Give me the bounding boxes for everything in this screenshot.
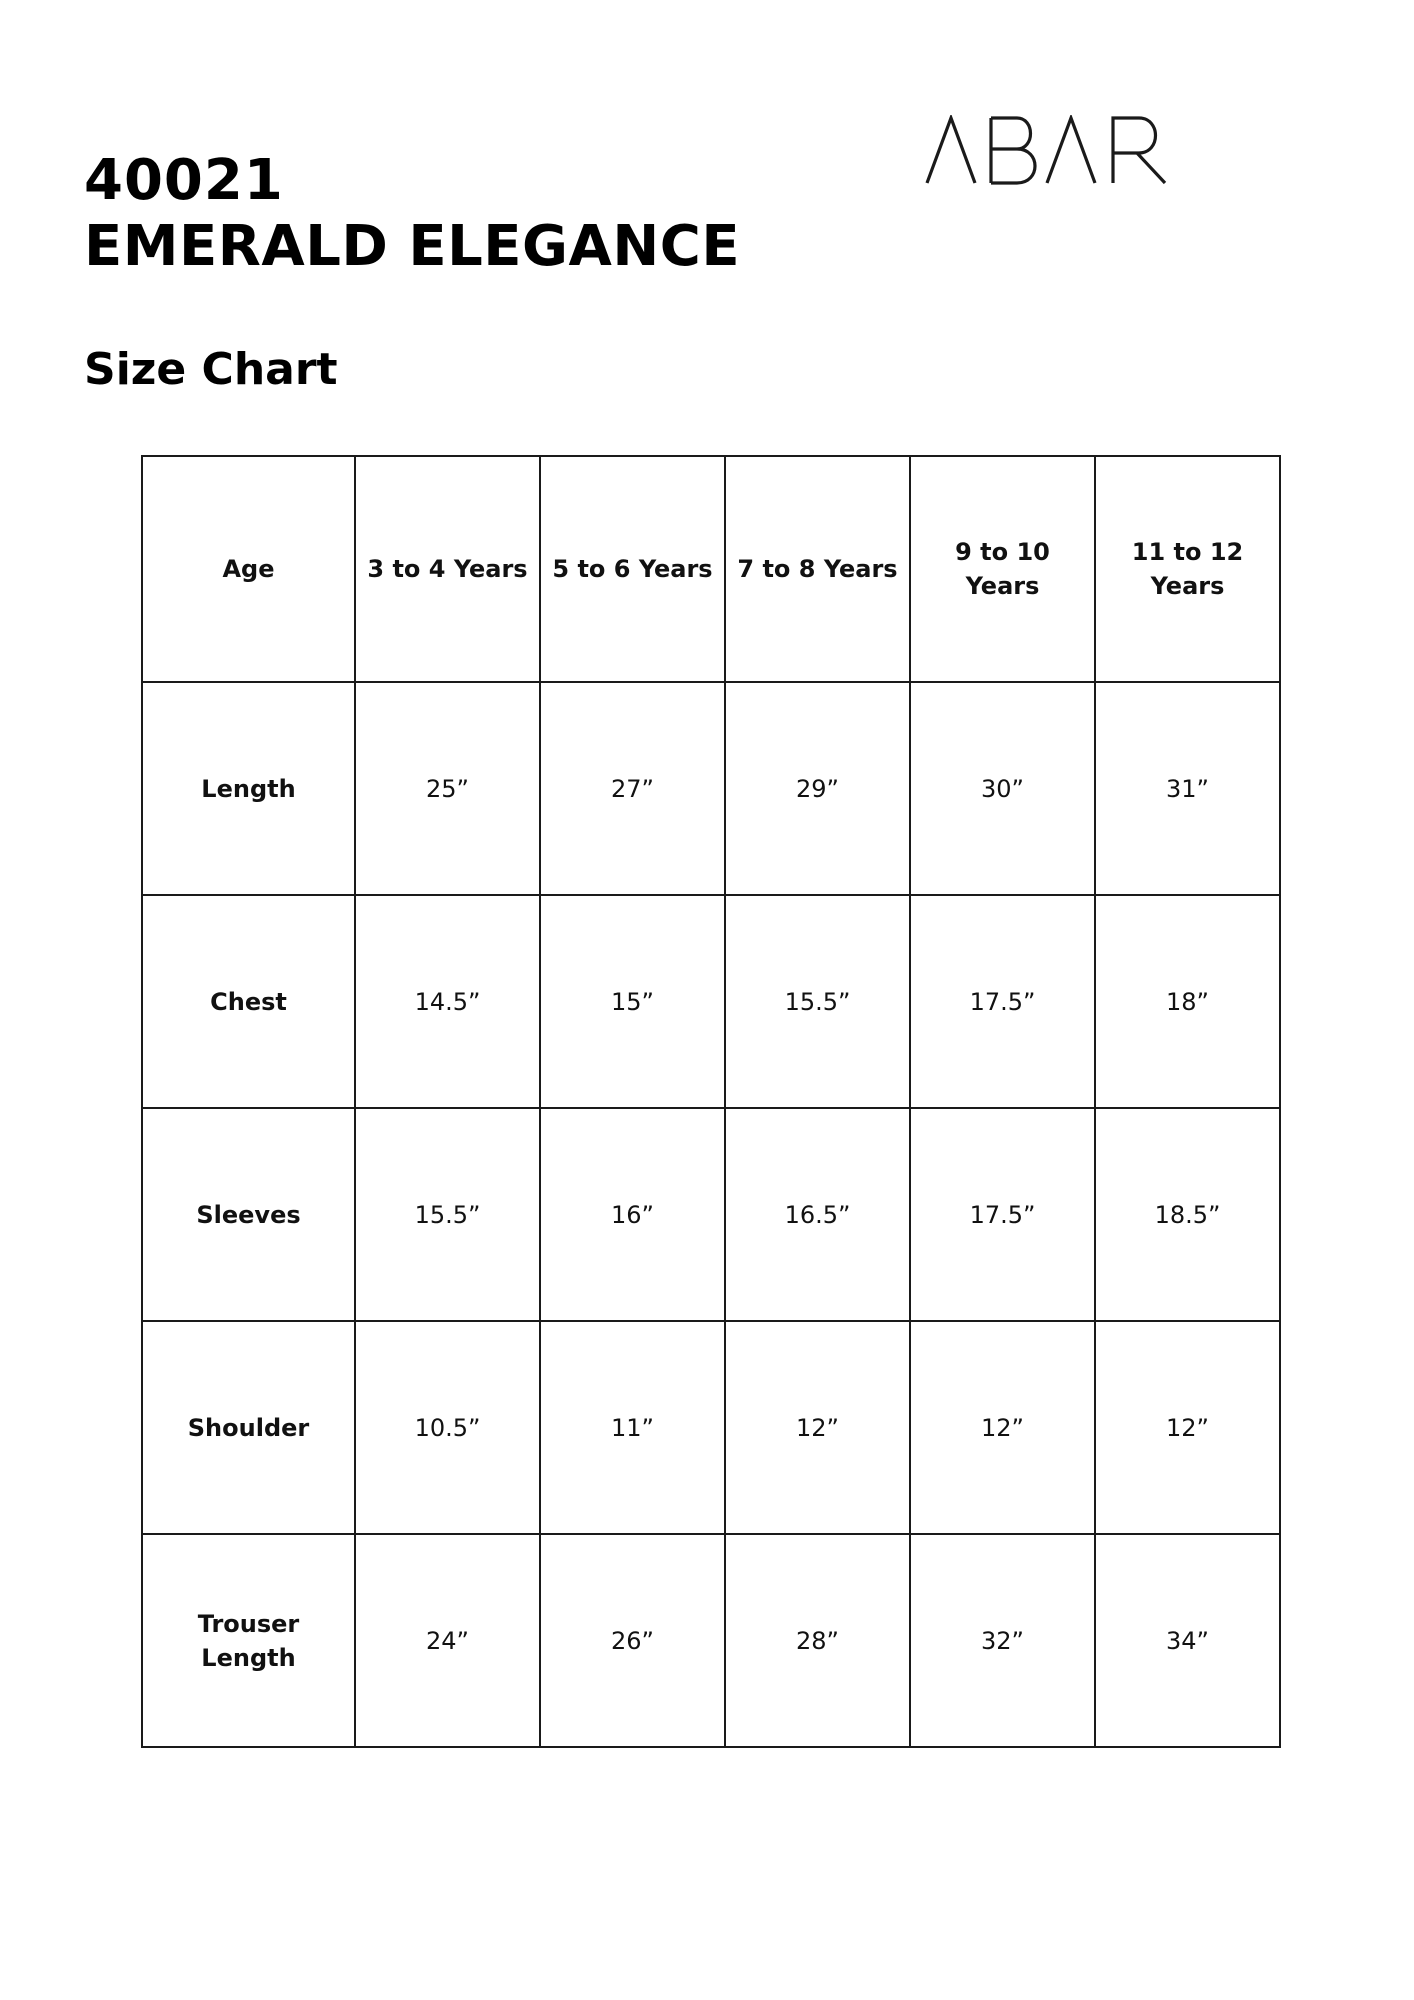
header-size-cell: 11 to 12 Years xyxy=(1095,456,1280,682)
measurement-cell: 15” xyxy=(540,895,725,1108)
measurement-cell: 14.5” xyxy=(355,895,540,1108)
measurement-cell: 11” xyxy=(540,1321,725,1534)
header-label-cell: Age xyxy=(142,456,355,682)
measurement-cell: 16” xyxy=(540,1108,725,1321)
header-size-cell: 5 to 6 Years xyxy=(540,456,725,682)
section-title: Size Chart xyxy=(84,344,338,395)
product-code: 40021 xyxy=(84,148,284,213)
measurement-cell: 10.5” xyxy=(355,1321,540,1534)
table-row xyxy=(142,1108,1280,1321)
measurement-cell: 15.5” xyxy=(355,1108,540,1321)
measurement-cell: 18” xyxy=(1095,895,1280,1108)
row-label-cell: Length xyxy=(142,682,355,895)
table-header-row xyxy=(142,456,1280,682)
table-row xyxy=(142,895,1280,1108)
measurement-cell: 29” xyxy=(725,682,910,895)
product-name: EMERALD ELEGANCE xyxy=(84,214,741,279)
measurement-cell: 12” xyxy=(910,1321,1095,1534)
measurement-cell: 16.5” xyxy=(725,1108,910,1321)
measurement-cell: 12” xyxy=(725,1321,910,1534)
measurement-cell: 26” xyxy=(540,1534,725,1747)
measurement-cell: 34” xyxy=(1095,1534,1280,1747)
table-row xyxy=(142,1534,1280,1747)
row-label-cell: Trouser Length xyxy=(142,1534,355,1747)
measurement-cell: 31” xyxy=(1095,682,1280,895)
table-row xyxy=(142,1321,1280,1534)
measurement-cell: 25” xyxy=(355,682,540,895)
measurement-cell: 28” xyxy=(725,1534,910,1747)
measurement-cell: 30” xyxy=(910,682,1095,895)
size-chart-table xyxy=(141,455,1281,1748)
measurement-cell: 17.5” xyxy=(910,1108,1095,1321)
brand-logo xyxy=(925,115,1170,185)
measurement-cell: 17.5” xyxy=(910,895,1095,1108)
row-label-cell: Shoulder xyxy=(142,1321,355,1534)
measurement-cell: 27” xyxy=(540,682,725,895)
measurement-cell: 18.5” xyxy=(1095,1108,1280,1321)
measurement-cell: 24” xyxy=(355,1534,540,1747)
row-label-cell: Chest xyxy=(142,895,355,1108)
measurement-cell: 12” xyxy=(1095,1321,1280,1534)
header-size-cell: 3 to 4 Years xyxy=(355,456,540,682)
measurement-cell: 32” xyxy=(910,1534,1095,1747)
row-label-cell: Sleeves xyxy=(142,1108,355,1321)
measurement-cell: 15.5” xyxy=(725,895,910,1108)
table-row xyxy=(142,682,1280,895)
header-size-cell: 7 to 8 Years xyxy=(725,456,910,682)
header-size-cell: 9 to 10 Years xyxy=(910,456,1095,682)
